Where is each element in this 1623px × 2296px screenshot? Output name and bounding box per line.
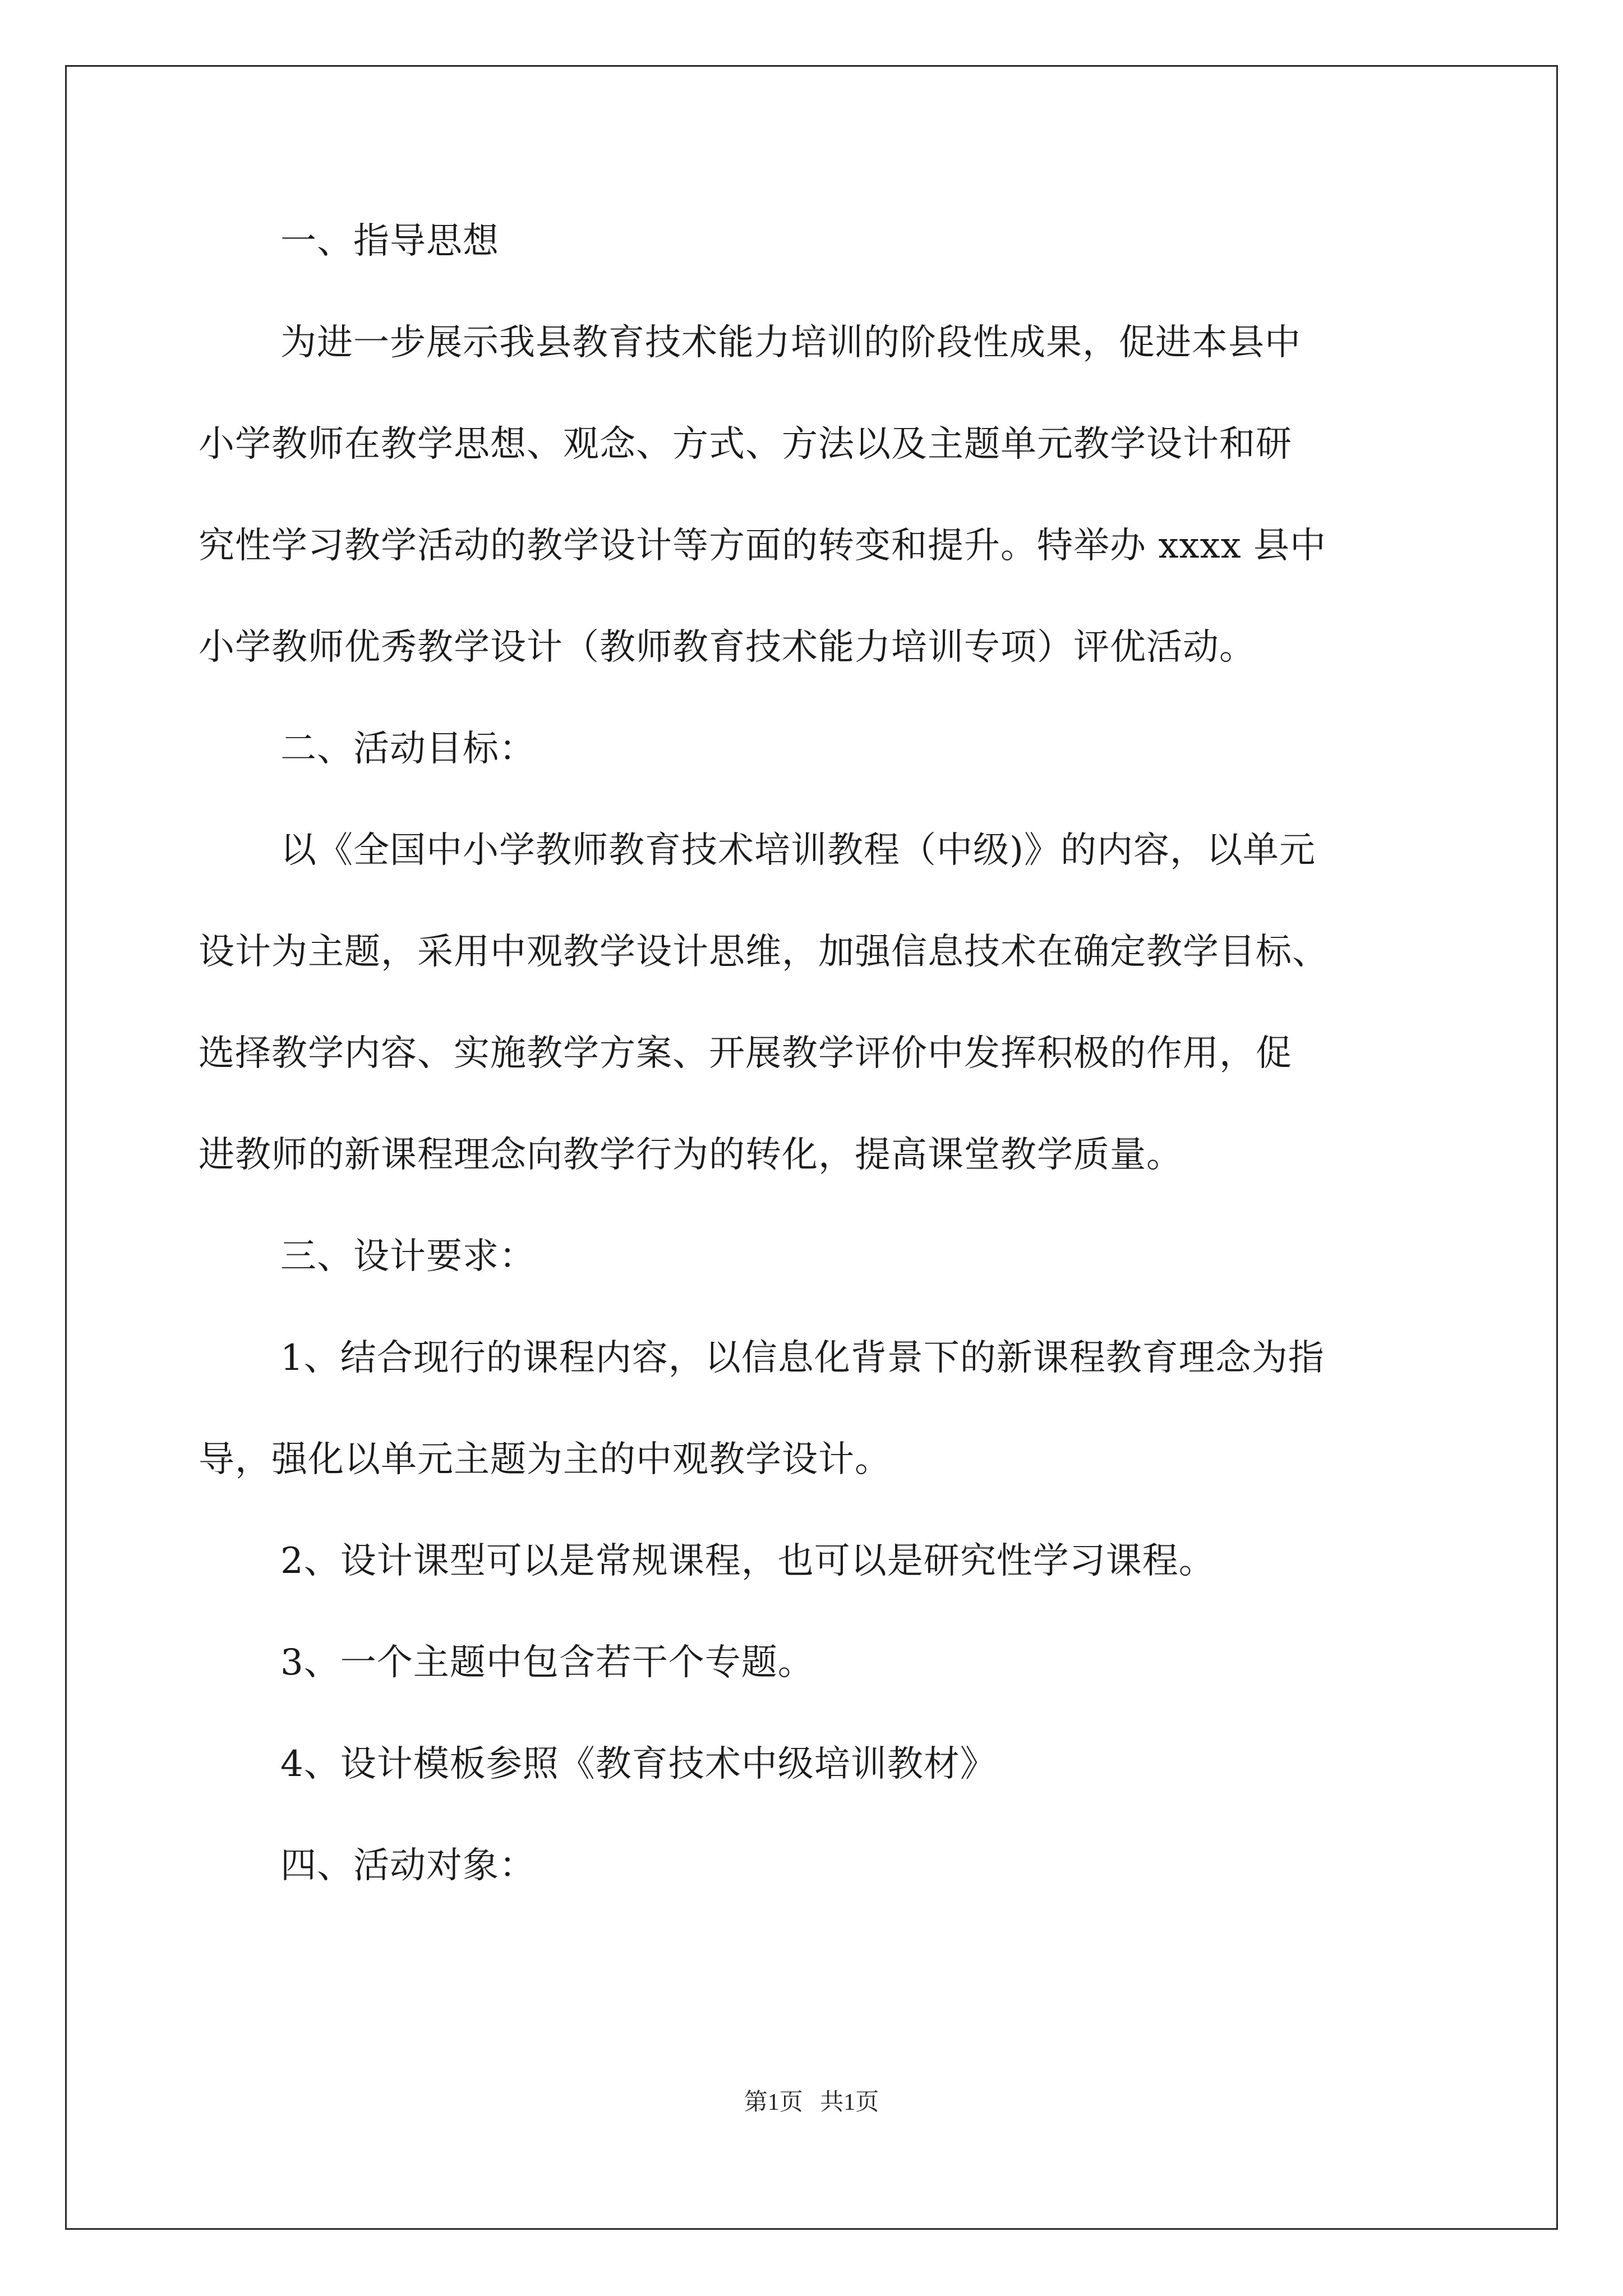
heading-design-requirements: 三、设计要求： <box>280 1236 536 1277</box>
document-body <box>199 191 1432 1917</box>
paragraph-line: 小学教师优秀教学设计（教师教育技术能力培训专项）评优活动。 <box>199 627 1256 668</box>
paragraph-line: 以《全国中小学教师教育技术培训教程（中级)》的内容，以单元 <box>280 830 1316 871</box>
page-footer <box>0 2086 1623 2119</box>
list-item-2: 2、设计课型可以是常规课程，也可以是研究性学习课程。 <box>280 1540 1215 1582</box>
heading-activity-targets: 四、活动对象： <box>280 1845 536 1887</box>
page-number: 第1页 <box>744 2090 803 2115</box>
page-total: 共1页 <box>820 2090 879 2115</box>
paragraph-line: 究性学习教学活动的教学设计等方面的转变和提升。特举办 xxxx 县中 <box>199 525 1327 567</box>
paragraph-line: 小学教师在教学思想、观念、方式、方法以及主题单元教学设计和研 <box>199 424 1292 465</box>
heading-activity-goals: 二、活动目标： <box>280 728 536 770</box>
paragraph-line: 为进一步展示我县教育技术能力培训的阶段性成果，促进本县中 <box>280 322 1301 364</box>
list-item-1: 1、结合现行的课程内容，以信息化背景下的新课程教育理念为指 <box>280 1337 1325 1379</box>
paragraph-line: 设计为主题，采用中观教学设计思维，加强信息技术在确定教学目标、 <box>199 931 1329 973</box>
heading-guiding-thought: 一、指导思想 <box>280 220 499 262</box>
paragraph-line: 进教师的新课程理念向教学行为的转化，提高课堂教学质量。 <box>199 1134 1183 1176</box>
list-item-1-continued: 导，强化以单元主题为主的中观教学设计。 <box>199 1439 891 1480</box>
paragraph-line: 选择教学内容、实施教学方案、开展教学评价中发挥积极的作用，促 <box>199 1033 1292 1074</box>
list-item-4: 4、设计模板参照《教育技术中级培训教材》 <box>280 1743 997 1785</box>
list-item-3: 3、一个主题中包含若干个专题。 <box>280 1642 814 1683</box>
